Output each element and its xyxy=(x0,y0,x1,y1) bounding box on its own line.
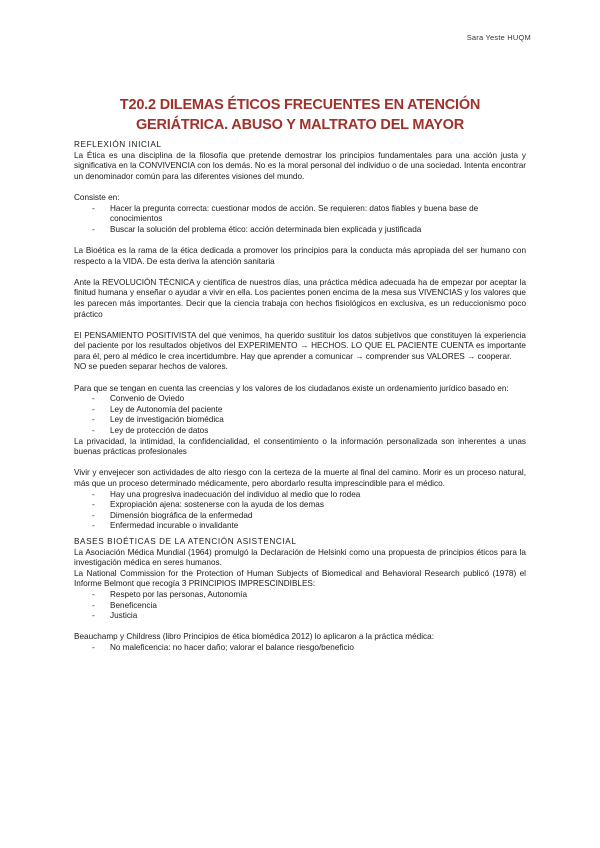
paragraph: El PENSAMIENTO POSITIVISTA del que venimos, ha querido sustituir los datos subjetivos que constituyen la experiencia del paciente por los resultados objetivos del EXPERIMENTO → HECHOS. LO QUE EL PACIENTE CUENTA es importante para él, pero al médico le crea incertidumbre. Hay que aprender a comunicar → comprender sus VALORES → cooperar. xyxy=(74,330,526,361)
bullet-list xyxy=(74,204,526,236)
bullet-list xyxy=(74,590,526,622)
bullet-list xyxy=(74,490,526,532)
paragraph: Beauchamp y Childress (libro Principios de ética biomédica 2012) lo aplicaron a la práctica médica: xyxy=(74,632,434,642)
list-item: - Beneficencia xyxy=(74,601,526,612)
list-item: - Enfermedad incurable o invalidante xyxy=(74,521,526,532)
list-item: - No maleficencia: no hacer daño; valorar el balance riesgo/beneficio xyxy=(74,643,526,654)
paragraph: Consiste en: xyxy=(74,192,120,202)
list-item: - Buscar la solución del problema ético: acción determinada bien explicada y justificada xyxy=(74,225,526,236)
paragraph: La Asociación Médica Mundial (1964) promulgó la Declaración de Helsinki como una propuesta de principios éticos para la investigación médica en seres humanos. xyxy=(74,547,526,568)
paragraph: Ante la REVOLUCIÓN TÉCNICA y científica de nuestros días, una práctica médica adecuada ha de empezar por aceptar la finitud humana y enseñar o ayudar a vivir en ella. Los pacientes ponen encima de la mesa sus VIVENCIAS y los valores que les parecen más importantes. Decir que la ciencia trabaja con hechos fisiológicos en exclusiva, es un reduccionismo poco práctico xyxy=(74,277,526,319)
paragraph: La National Commission for the Protection of Human Subjects of Biomedical and Behavioral Research publicó (1978) el Informe Belmont que recogía 3 PRINCIPIOS IMPRESCINDIBLES: xyxy=(74,568,526,589)
document-body xyxy=(74,140,526,654)
document-title: T20.2 DILEMAS ÉTICOS FRECUENTES EN ATENCIÓN GERIÁTRICA. ABUSO Y MALTRATO DEL MAYOR xyxy=(119,97,481,133)
list-item: - Convenio de Oviedo xyxy=(74,394,526,405)
paragraph: La Ética es una disciplina de la filosofía que pretende demostrar los principios fundamentales para una acción justa y significativa en la CONVIVENCIA con los demás. No es la moral personal del individuo o de una sociedad. Intenta encontrar un denominador común para las diferentes visiones del mundo. xyxy=(74,150,526,181)
paragraph: Vivir y envejecer son actividades de alto riesgo con la certeza de la muerte al final del camino. Morir es un proceso natural, más que un proceso determinado médicamente, pero abordarlo resulta imprescindible para el médico. xyxy=(74,468,526,488)
paragraph: La Bioética es la rama de la ética dedicada a promover los principios para la conducta más apropiada del ser humano con respecto a la VIDA. De esta deriva la atención sanitaria xyxy=(74,245,526,266)
paragraph: Para que se tengan en cuenta las creencias y los valores de los ciudadanos existe un ordenamiento jurídico basado en: xyxy=(74,383,509,393)
list-item: - Ley de investigación biomédica xyxy=(74,415,526,426)
bullet-list xyxy=(74,643,526,654)
list-item: - Hay una progresiva inadecuación del individuo al medio que lo rodea xyxy=(74,490,526,501)
bullet-list xyxy=(74,394,526,436)
section-heading-bases: BASES BIOÉTICAS DE LA ATENCIÓN ASISTENCIAL xyxy=(74,536,297,546)
list-item: - Dimensión biográfica de la enfermedad xyxy=(74,511,526,522)
author-header: Sara Yeste HUQM xyxy=(466,33,531,42)
list-item: - Hacer la pregunta correcta: cuestionar modos de acción. Se requieren: datos fiables y buena base de conocimientos xyxy=(74,204,526,225)
list-item: - Ley de protección de datos xyxy=(74,426,526,437)
paragraph: NO se pueden separar hechos de valores. xyxy=(74,362,228,372)
list-item: - Ley de Autonomía del paciente xyxy=(74,405,526,416)
list-item: - Expropiación ajena: sostenerse con la ayuda de los demas xyxy=(74,500,526,511)
paragraph: La privacidad, la intimidad, la confidencialidad, el consentimiento o la información personalizada son inherentes a unas buenas prácticas profesionales xyxy=(74,436,526,457)
list-item: - Justicia xyxy=(74,611,526,622)
list-item: - Respeto por las personas, Autonomía xyxy=(74,590,526,601)
section-heading-reflexion: REFLEXIÓN INICIAL xyxy=(74,140,162,149)
